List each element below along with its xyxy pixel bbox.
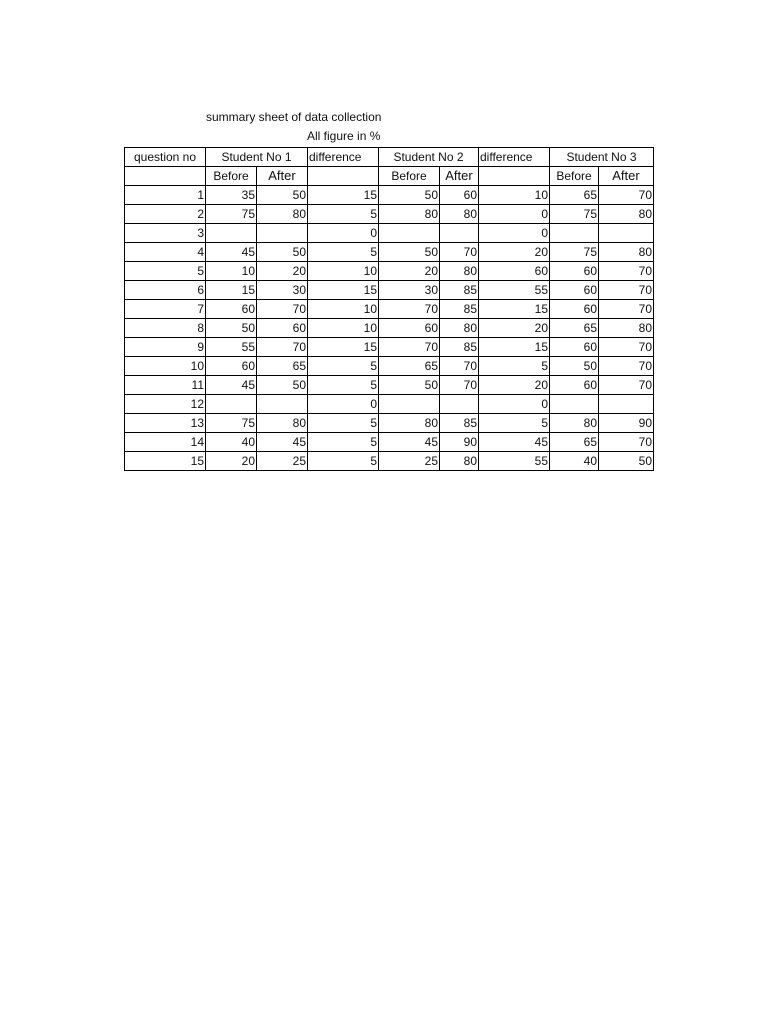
cell-question-no: 1 xyxy=(125,186,206,205)
cell-student2-before: 45 xyxy=(379,433,440,452)
cell-student2-before: 70 xyxy=(379,338,440,357)
table-row xyxy=(125,433,654,452)
cell-student2-before: 30 xyxy=(379,281,440,300)
cell-student2-after: 80 xyxy=(440,205,479,224)
table-row xyxy=(125,300,654,319)
subheader-s1-after: After xyxy=(257,167,308,186)
table-row xyxy=(125,319,654,338)
cell-student1-before: 15 xyxy=(206,281,257,300)
subheader-s2-after: After xyxy=(440,167,479,186)
cell-student3-after: 70 xyxy=(599,357,654,376)
cell-difference2: 0 xyxy=(479,224,550,243)
cell-question-no: 8 xyxy=(125,319,206,338)
data-collection-table xyxy=(124,147,654,471)
cell-student2-before: 50 xyxy=(379,376,440,395)
cell-student3-after: 70 xyxy=(599,300,654,319)
cell-student2-before: 80 xyxy=(379,414,440,433)
cell-student3-before: 80 xyxy=(550,414,599,433)
cell-student1-after: 80 xyxy=(257,414,308,433)
cell-student2-after: 85 xyxy=(440,414,479,433)
cell-student3-after xyxy=(599,224,654,243)
header-student-3: Student No 3 xyxy=(550,148,654,167)
cell-student3-before: 75 xyxy=(550,243,599,262)
cell-student2-after: 80 xyxy=(440,319,479,338)
cell-student2-before xyxy=(379,395,440,414)
table-row xyxy=(125,357,654,376)
cell-question-no: 5 xyxy=(125,262,206,281)
header-question-no: question no xyxy=(125,148,206,167)
cell-difference1: 10 xyxy=(308,300,379,319)
cell-student3-after: 80 xyxy=(599,319,654,338)
cell-student1-before: 50 xyxy=(206,319,257,338)
cell-student2-after: 85 xyxy=(440,300,479,319)
cell-question-no: 6 xyxy=(125,281,206,300)
cell-difference1: 5 xyxy=(308,376,379,395)
header-row xyxy=(125,148,654,167)
cell-student1-before: 20 xyxy=(206,452,257,471)
cell-student2-before xyxy=(379,224,440,243)
cell-student3-before: 65 xyxy=(550,319,599,338)
cell-student2-after: 80 xyxy=(440,262,479,281)
table-row xyxy=(125,186,654,205)
cell-difference2: 60 xyxy=(479,262,550,281)
cell-student3-before: 60 xyxy=(550,338,599,357)
cell-student1-before: 45 xyxy=(206,243,257,262)
cell-student3-after: 50 xyxy=(599,452,654,471)
table-row xyxy=(125,224,654,243)
cell-student3-after: 90 xyxy=(599,414,654,433)
table-row xyxy=(125,376,654,395)
cell-difference2: 0 xyxy=(479,205,550,224)
cell-student1-before: 10 xyxy=(206,262,257,281)
cell-question-no: 14 xyxy=(125,433,206,452)
table-row xyxy=(125,338,654,357)
cell-student3-before: 65 xyxy=(550,433,599,452)
cell-student3-after: 70 xyxy=(599,376,654,395)
cell-student1-after: 50 xyxy=(257,186,308,205)
cell-difference1: 10 xyxy=(308,262,379,281)
cell-difference2: 15 xyxy=(479,338,550,357)
cell-difference1: 5 xyxy=(308,414,379,433)
cell-student2-before: 25 xyxy=(379,452,440,471)
cell-difference2: 5 xyxy=(479,414,550,433)
cell-student1-before: 75 xyxy=(206,205,257,224)
table-row xyxy=(125,262,654,281)
sheet-subtitle: All figure in % xyxy=(307,129,381,143)
subheader-s3-after: After xyxy=(599,167,654,186)
cell-student2-before: 50 xyxy=(379,186,440,205)
header-student-2: Student No 2 xyxy=(379,148,479,167)
cell-question-no: 2 xyxy=(125,205,206,224)
cell-difference1: 15 xyxy=(308,186,379,205)
cell-student3-after: 70 xyxy=(599,433,654,452)
subheader-blank xyxy=(308,167,379,186)
cell-difference1: 5 xyxy=(308,205,379,224)
cell-student2-before: 50 xyxy=(379,243,440,262)
cell-student1-after: 80 xyxy=(257,205,308,224)
cell-difference1: 0 xyxy=(308,224,379,243)
cell-student2-after: 70 xyxy=(440,243,479,262)
cell-student3-before xyxy=(550,395,599,414)
cell-difference2: 20 xyxy=(479,243,550,262)
cell-question-no: 3 xyxy=(125,224,206,243)
cell-student3-after: 80 xyxy=(599,243,654,262)
cell-student3-before: 60 xyxy=(550,262,599,281)
cell-student2-after: 90 xyxy=(440,433,479,452)
cell-question-no: 7 xyxy=(125,300,206,319)
cell-question-no: 12 xyxy=(125,395,206,414)
cell-student2-before: 65 xyxy=(379,357,440,376)
cell-difference2: 55 xyxy=(479,281,550,300)
cell-student1-before: 45 xyxy=(206,376,257,395)
cell-difference1: 5 xyxy=(308,243,379,262)
cell-student3-before: 65 xyxy=(550,186,599,205)
cell-student1-after: 50 xyxy=(257,243,308,262)
cell-difference2: 45 xyxy=(479,433,550,452)
cell-student2-after: 60 xyxy=(440,186,479,205)
table-row xyxy=(125,414,654,433)
cell-student2-after: 85 xyxy=(440,338,479,357)
table-row xyxy=(125,395,654,414)
cell-question-no: 15 xyxy=(125,452,206,471)
table-row xyxy=(125,281,654,300)
cell-student1-before: 55 xyxy=(206,338,257,357)
cell-question-no: 4 xyxy=(125,243,206,262)
cell-student1-after: 25 xyxy=(257,452,308,471)
cell-student3-after xyxy=(599,395,654,414)
cell-difference2: 20 xyxy=(479,376,550,395)
cell-student1-after: 20 xyxy=(257,262,308,281)
cell-student1-after: 60 xyxy=(257,319,308,338)
subheader-blank xyxy=(125,167,206,186)
cell-question-no: 9 xyxy=(125,338,206,357)
cell-difference1: 0 xyxy=(308,395,379,414)
cell-student3-before: 40 xyxy=(550,452,599,471)
cell-student3-after: 70 xyxy=(599,338,654,357)
cell-student2-after: 85 xyxy=(440,281,479,300)
cell-student1-before: 40 xyxy=(206,433,257,452)
subheader-s1-before: Before xyxy=(206,167,257,186)
cell-difference1: 15 xyxy=(308,338,379,357)
cell-student3-before: 60 xyxy=(550,281,599,300)
subheader-row xyxy=(125,167,654,186)
cell-student1-after: 70 xyxy=(257,300,308,319)
cell-student2-before: 60 xyxy=(379,319,440,338)
cell-student1-before: 35 xyxy=(206,186,257,205)
sheet-title: summary sheet of data collection xyxy=(206,110,382,124)
subheader-s2-before: Before xyxy=(379,167,440,186)
cell-student1-after xyxy=(257,224,308,243)
cell-student1-before: 60 xyxy=(206,300,257,319)
cell-difference1: 5 xyxy=(308,433,379,452)
cell-student1-before: 60 xyxy=(206,357,257,376)
header-student-1: Student No 1 xyxy=(206,148,308,167)
cell-difference2: 20 xyxy=(479,319,550,338)
cell-student2-after: 70 xyxy=(440,357,479,376)
cell-student1-after: 30 xyxy=(257,281,308,300)
cell-difference1: 5 xyxy=(308,357,379,376)
subheader-blank xyxy=(479,167,550,186)
cell-student1-after: 50 xyxy=(257,376,308,395)
cell-difference2: 55 xyxy=(479,452,550,471)
table-row xyxy=(125,243,654,262)
cell-student2-before: 20 xyxy=(379,262,440,281)
header-difference-1: difference xyxy=(308,148,379,167)
cell-question-no: 11 xyxy=(125,376,206,395)
cell-student2-before: 80 xyxy=(379,205,440,224)
cell-student1-after: 65 xyxy=(257,357,308,376)
cell-difference2: 15 xyxy=(479,300,550,319)
cell-student3-before xyxy=(550,224,599,243)
cell-difference2: 5 xyxy=(479,357,550,376)
cell-student3-before: 50 xyxy=(550,357,599,376)
cell-difference1: 15 xyxy=(308,281,379,300)
cell-student2-after xyxy=(440,395,479,414)
cell-student1-after xyxy=(257,395,308,414)
cell-student2-after: 80 xyxy=(440,452,479,471)
cell-student1-before xyxy=(206,224,257,243)
subheader-s3-before: Before xyxy=(550,167,599,186)
cell-question-no: 10 xyxy=(125,357,206,376)
cell-difference2: 10 xyxy=(479,186,550,205)
cell-student2-before: 70 xyxy=(379,300,440,319)
cell-student2-after: 70 xyxy=(440,376,479,395)
cell-difference1: 10 xyxy=(308,319,379,338)
cell-student2-after xyxy=(440,224,479,243)
cell-difference1: 5 xyxy=(308,452,379,471)
cell-student3-after: 80 xyxy=(599,205,654,224)
table-row xyxy=(125,452,654,471)
cell-student3-after: 70 xyxy=(599,262,654,281)
cell-student3-after: 70 xyxy=(599,281,654,300)
table-row xyxy=(125,205,654,224)
cell-student3-before: 60 xyxy=(550,300,599,319)
cell-student3-before: 75 xyxy=(550,205,599,224)
cell-student1-after: 45 xyxy=(257,433,308,452)
cell-student3-after: 70 xyxy=(599,186,654,205)
cell-difference2: 0 xyxy=(479,395,550,414)
cell-student3-before: 60 xyxy=(550,376,599,395)
cell-student1-before: 75 xyxy=(206,414,257,433)
cell-question-no: 13 xyxy=(125,414,206,433)
header-difference-2: difference xyxy=(479,148,550,167)
cell-student1-after: 70 xyxy=(257,338,308,357)
cell-student1-before xyxy=(206,395,257,414)
